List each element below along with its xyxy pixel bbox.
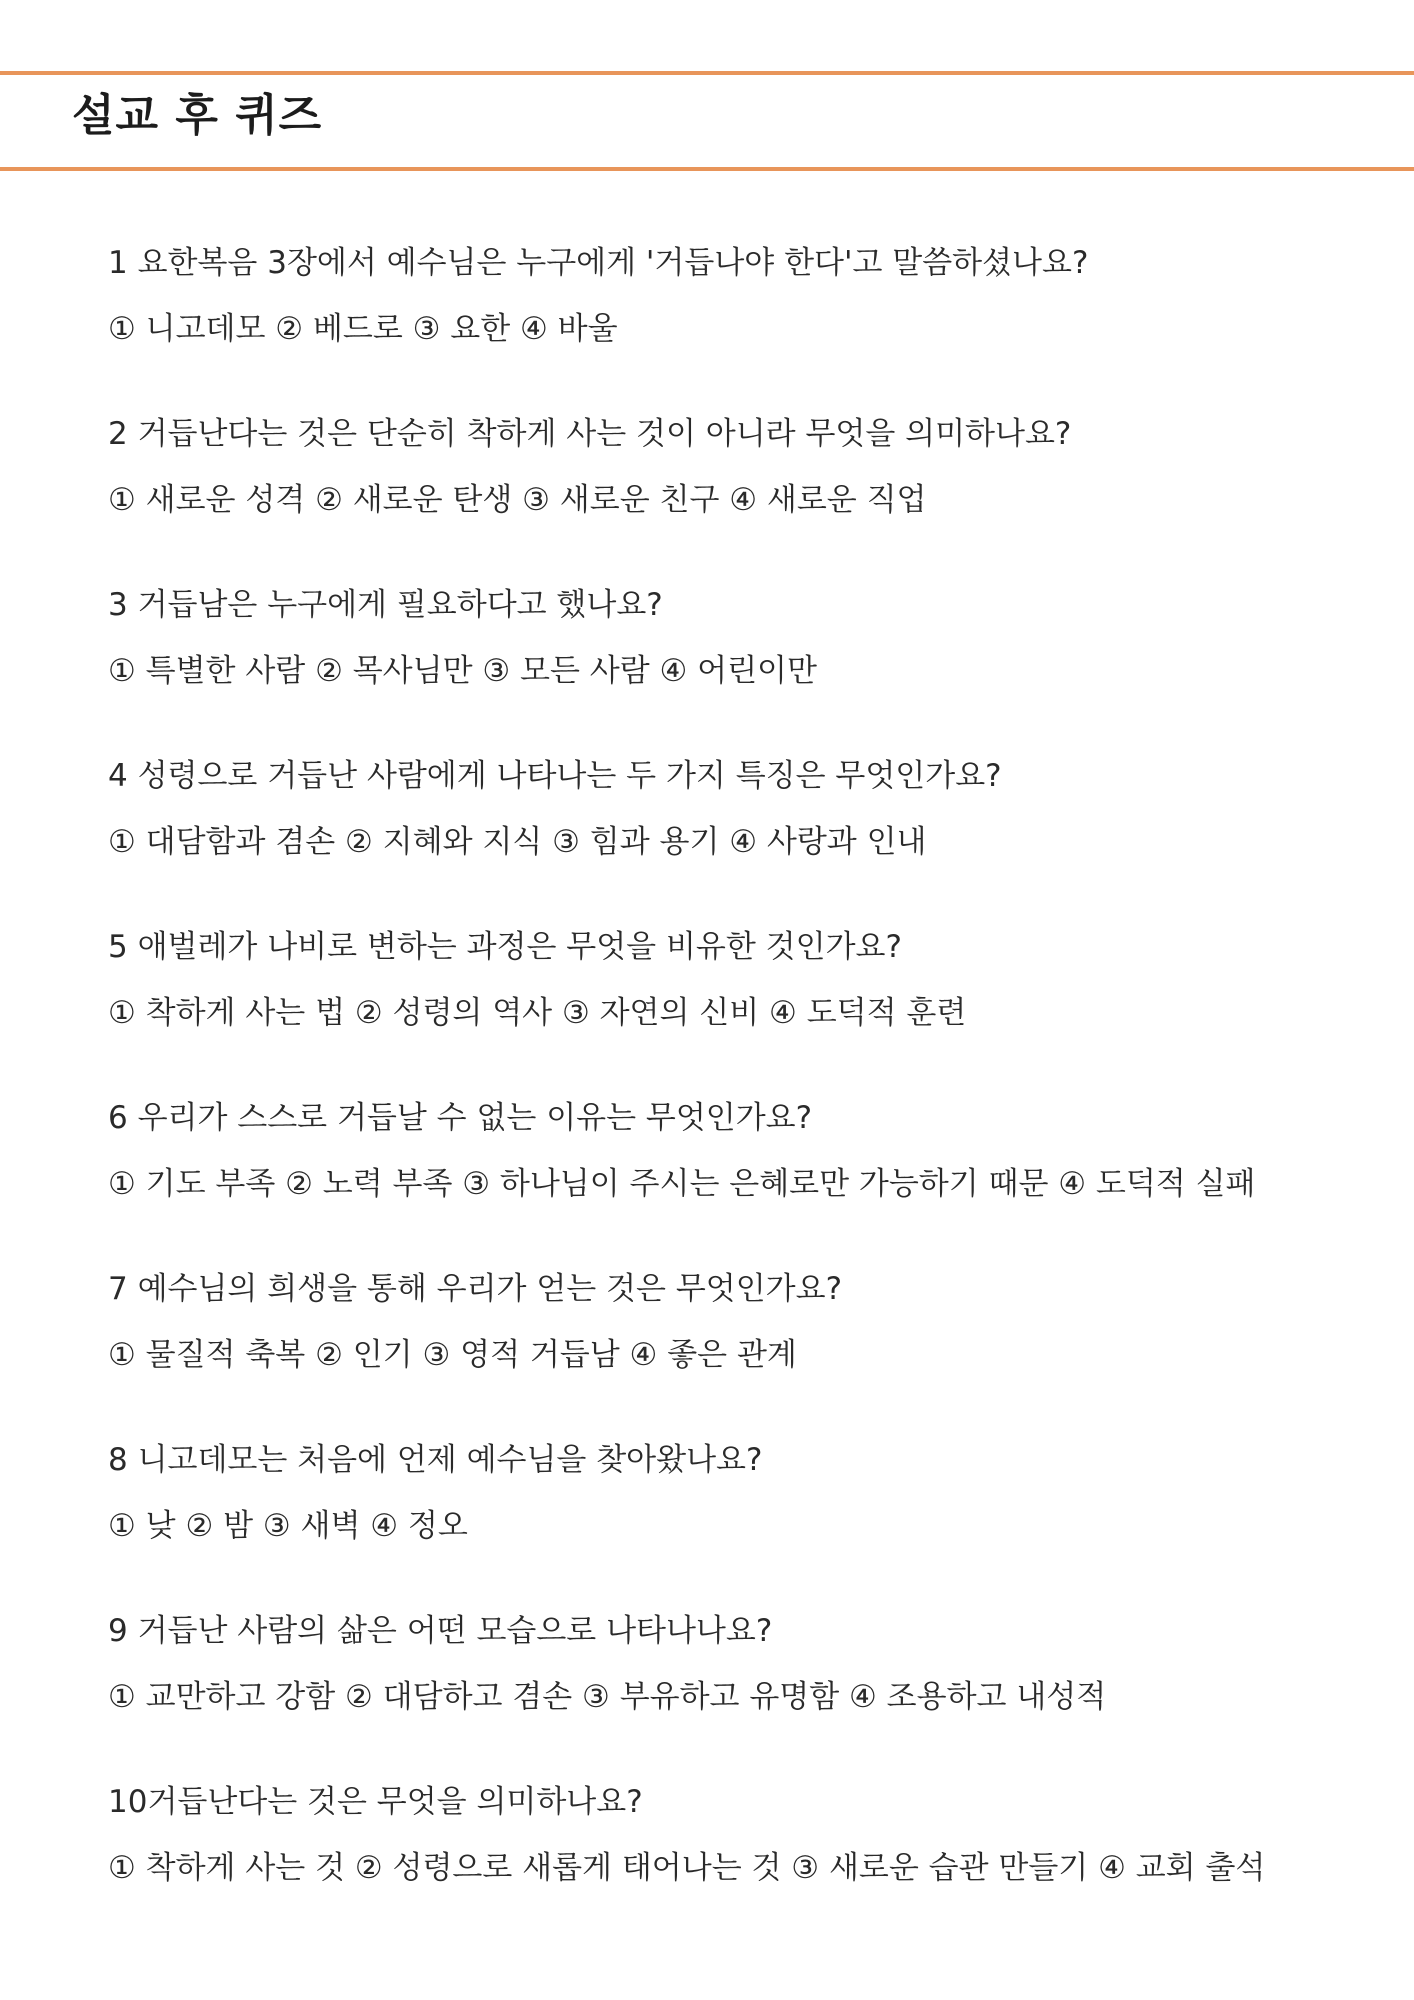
answer-options: ① 물질적 축복 ② 인기 ③ 영적 거듭남 ④ 좋은 관계 bbox=[108, 1337, 797, 1373]
header-top-rule bbox=[0, 71, 1414, 75]
question-text: 8 니고데모는 처음에 언제 예수님을 찾아왔나요? bbox=[108, 1442, 763, 1478]
quiz-item-7 bbox=[108, 1256, 1388, 1427]
answer-options: ① 니고데모 ② 베드로 ③ 요한 ④ 바울 bbox=[108, 311, 618, 347]
question-text: 6 우리가 스스로 거듭날 수 없는 이유는 무엇인가요? bbox=[108, 1100, 813, 1136]
question-text: 10거듭난다는 것은 무엇을 의미하나요? bbox=[108, 1784, 643, 1820]
header-bottom-rule bbox=[0, 167, 1414, 171]
answer-options: ① 대담함과 겸손 ② 지혜와 지식 ③ 힘과 용기 ④ 사랑과 인내 bbox=[108, 824, 927, 860]
question-text: 4 성령으로 거듭난 사람에게 나타나는 두 가지 특징은 무엇인가요? bbox=[108, 758, 1002, 794]
page-title: 설교 후 퀴즈 bbox=[72, 90, 323, 141]
quiz-item-8 bbox=[108, 1427, 1388, 1598]
quiz-item-6 bbox=[108, 1085, 1388, 1256]
answer-options: ① 낮 ② 밤 ③ 새벽 ④ 정오 bbox=[108, 1508, 468, 1544]
answer-options: ① 착하게 사는 법 ② 성령의 역사 ③ 자연의 신비 ④ 도덕적 훈련 bbox=[108, 995, 967, 1031]
quiz-item-3 bbox=[108, 572, 1388, 743]
answer-options: ① 교만하고 강함 ② 대담하고 겸손 ③ 부유하고 유명함 ④ 조용하고 내성적 bbox=[108, 1679, 1107, 1715]
quiz-item-1 bbox=[108, 230, 1388, 401]
quiz-item-2 bbox=[108, 401, 1388, 572]
question-text: 9 거듭난 사람의 삶은 어떤 모습으로 나타나나요? bbox=[108, 1613, 773, 1649]
question-text: 3 거듭남은 누구에게 필요하다고 했나요? bbox=[108, 587, 663, 623]
quiz-item-10 bbox=[108, 1769, 1388, 1940]
answer-options: ① 착하게 사는 것 ② 성령으로 새롭게 태어나는 것 ③ 새로운 습관 만들기 ④ 교회 출석 bbox=[108, 1850, 1266, 1886]
quiz-item-9 bbox=[108, 1598, 1388, 1769]
quiz-item-5 bbox=[108, 914, 1388, 1085]
question-text: 7 예수님의 희생을 통해 우리가 얻는 것은 무엇인가요? bbox=[108, 1271, 843, 1307]
question-text: 2 거듭난다는 것은 단순히 착하게 사는 것이 아니라 무엇을 의미하나요? bbox=[108, 416, 1072, 452]
answer-options: ① 새로운 성격 ② 새로운 탄생 ③ 새로운 친구 ④ 새로운 직업 bbox=[108, 482, 927, 518]
question-text: 5 애벌레가 나비로 변하는 과정은 무엇을 비유한 것인가요? bbox=[108, 929, 902, 965]
answer-options: ① 기도 부족 ② 노력 부족 ③ 하나님이 주시는 은혜로만 가능하기 때문 ④ 도덕적 실패 bbox=[108, 1166, 1256, 1202]
quiz-item-4 bbox=[108, 743, 1388, 914]
answer-options: ① 특별한 사람 ② 목사님만 ③ 모든 사람 ④ 어린이만 bbox=[108, 653, 817, 689]
quiz-list bbox=[108, 230, 1388, 1940]
question-text: 1 요한복음 3장에서 예수님은 누구에게 '거듭나야 한다'고 말씀하셨나요? bbox=[108, 245, 1089, 281]
